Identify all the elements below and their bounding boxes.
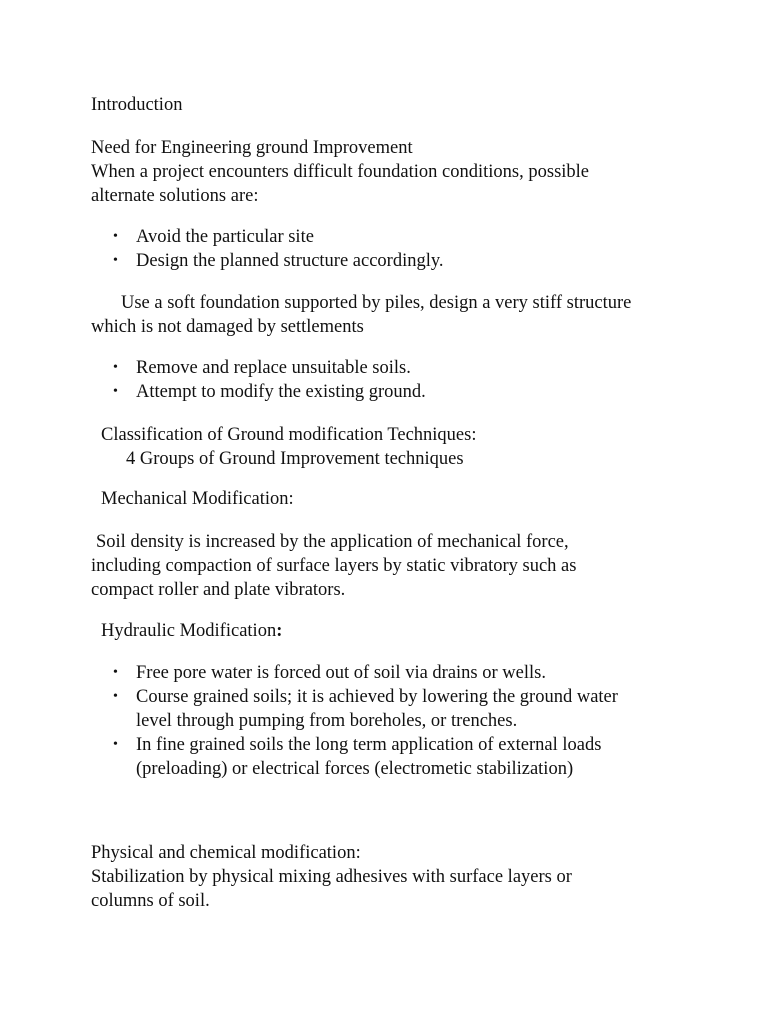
physical-heading: Physical and chemical modification: — [91, 843, 361, 863]
list-item-line: • Course grained soils; it is achieved by lowering the ground water — [136, 687, 618, 707]
list-item-line: (preloading) or electrical forces (electrometic stabilization) — [136, 759, 574, 779]
list-item: • Free pore water is forced out of soil via drains or wells. — [91, 661, 691, 685]
bullet-list-remove — [91, 356, 691, 404]
paragraph-line: columns of soil. — [91, 891, 210, 911]
groups-line: 4 Groups of Ground Improvement techniques — [126, 449, 464, 469]
paragraph-line: including compaction of surface layers by static vibratory such as — [91, 556, 577, 576]
paragraph-line: Use a soft foundation supported by piles, design a very stiff structure — [121, 293, 632, 313]
need-section — [91, 136, 691, 208]
list-item: • Attempt to modify the existing ground. — [91, 380, 691, 404]
physical-section — [91, 841, 691, 913]
need-heading: Need for Engineering ground Improvement — [91, 138, 413, 158]
bullet-list-solutions — [91, 225, 691, 273]
paragraph-line: Soil density is increased by the application of mechanical force, — [96, 532, 569, 552]
list-item: • Design the planned structure accordingly. — [91, 249, 691, 273]
mechanical-heading: Mechanical Modification: — [101, 489, 294, 509]
list-item: • Remove and replace unsuitable soils. — [91, 356, 691, 380]
paragraph-line: Stabilization by physical mixing adhesives with surface layers or — [91, 867, 572, 887]
hydraulic-heading — [91, 619, 691, 643]
soft-foundation-paragraph — [91, 291, 691, 339]
intro-heading: Introduction — [91, 95, 183, 115]
list-item — [91, 733, 691, 781]
classification-section — [91, 423, 691, 471]
list-item: • Avoid the particular site — [91, 225, 691, 249]
bullet-list-hydraulic — [91, 661, 691, 781]
list-item — [91, 685, 691, 733]
need-text-line: alternate solutions are: — [91, 186, 259, 206]
need-text-line: When a project encounters difficult foundation conditions, possible — [91, 162, 590, 182]
paragraph-line: which is not damaged by settlements — [91, 317, 364, 337]
list-item-line: • In fine grained soils the long term application of external loads — [136, 735, 602, 755]
paragraph-line: compact roller and plate vibrators. — [91, 580, 346, 600]
hydraulic-heading-colon: : — [276, 621, 283, 641]
mechanical-paragraph — [91, 530, 691, 602]
hydraulic-heading-text: Hydraulic Modification — [101, 621, 277, 641]
list-item-line: level through pumping from boreholes, or trenches. — [136, 711, 518, 731]
classification-heading: Classification of Ground modification Techniques: — [101, 425, 477, 445]
